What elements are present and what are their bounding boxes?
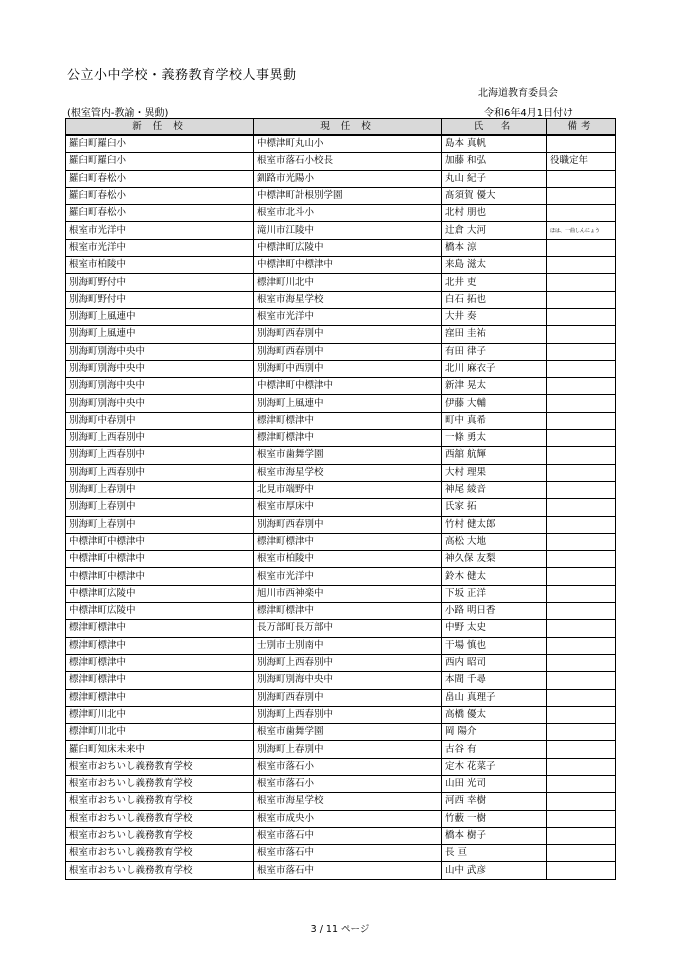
remarks-cell (547, 810, 616, 827)
personnel-table (65, 118, 616, 880)
table-row (66, 343, 616, 360)
remarks-cell (547, 205, 616, 222)
new-school-cell: 根室市光洋中 (66, 239, 254, 256)
new-school-cell: 中標津町中標津中 (66, 568, 254, 585)
name-cell: 竹藪 一樹 (442, 810, 547, 827)
table-row (66, 153, 616, 170)
new-school-cell: 別海町上春別中 (66, 516, 254, 533)
current-school-cell: 別海町上西春別中 (254, 654, 442, 671)
table-row (66, 516, 616, 533)
new-school-cell: 根室市おちいし義務教育学校 (66, 775, 254, 792)
name-cell: 古谷 有 (442, 741, 547, 758)
new-school-cell: 別海町中春別中 (66, 412, 254, 429)
table-row (66, 672, 616, 689)
new-school-cell: 別海町別海中央中 (66, 360, 254, 377)
new-school-cell: 別海町上西春別中 (66, 430, 254, 447)
remarks-cell (547, 516, 616, 533)
current-school-cell: 滝川市江陵中 (254, 222, 442, 239)
table-row (66, 845, 616, 862)
current-school-cell: 根室市北斗小 (254, 205, 442, 222)
name-cell: 北村 朋也 (442, 205, 547, 222)
table-row (66, 135, 616, 153)
name-cell: 河西 幸樹 (442, 793, 547, 810)
new-school-cell: 別海町上西春別中 (66, 464, 254, 481)
column-header-new-school: 新 任 校 (66, 119, 254, 136)
remarks-cell (547, 551, 616, 568)
table-row (66, 239, 616, 256)
new-school-cell: 標津町標津中 (66, 689, 254, 706)
remarks-cell (547, 603, 616, 620)
table-row (66, 724, 616, 741)
current-school-cell: 根室市光洋中 (254, 308, 442, 325)
new-school-cell: 中標津町中標津中 (66, 533, 254, 550)
remarks-cell (547, 585, 616, 602)
table-row (66, 585, 616, 602)
remarks-cell: ほは、一曲しんにょう (547, 222, 616, 239)
new-school-cell: 羅臼町知床未来中 (66, 741, 254, 758)
page-title: 公立小中学校・義務教育学校人事異動 (67, 68, 297, 83)
name-cell: 西内 昭司 (442, 654, 547, 671)
current-school-cell: 別海町上春別中 (254, 741, 442, 758)
name-cell: 山中 武彦 (442, 862, 547, 879)
table-row (66, 603, 616, 620)
remarks-cell (547, 533, 616, 550)
table-row (66, 222, 616, 239)
remarks-cell: 役職定年 (547, 153, 616, 170)
name-cell: 長 亘 (442, 845, 547, 862)
current-school-cell: 別海町西春別中 (254, 343, 442, 360)
remarks-cell (547, 274, 616, 291)
table-row (66, 291, 616, 308)
current-school-cell: 根室市成央小 (254, 810, 442, 827)
table-row (66, 706, 616, 723)
new-school-cell: 羅臼町羅臼小 (66, 153, 254, 170)
current-school-cell: 別海町上西春別中 (254, 706, 442, 723)
remarks-cell (547, 499, 616, 516)
table-body (66, 135, 616, 879)
current-school-cell: 別海町西春別中 (254, 516, 442, 533)
remarks-cell (547, 724, 616, 741)
name-cell: 新津 晃太 (442, 378, 547, 395)
remarks-cell (547, 620, 616, 637)
current-school-cell: 根室市落石中 (254, 862, 442, 879)
table-row (66, 464, 616, 481)
new-school-cell: 別海町上西春別中 (66, 447, 254, 464)
remarks-cell (547, 706, 616, 723)
remarks-cell (547, 637, 616, 654)
table-row (66, 551, 616, 568)
new-school-cell: 羅臼町羅臼小 (66, 135, 254, 153)
remarks-cell (547, 360, 616, 377)
remarks-cell (547, 672, 616, 689)
current-school-cell: 標津町標津中 (254, 430, 442, 447)
table-row (66, 326, 616, 343)
name-cell: 氏家 拓 (442, 499, 547, 516)
new-school-cell: 根室市おちいし義務教育学校 (66, 810, 254, 827)
issuer: 北海道教育委員会 (478, 88, 558, 99)
remarks-cell (547, 775, 616, 792)
table-row (66, 775, 616, 792)
new-school-cell: 別海町上春別中 (66, 481, 254, 498)
name-cell: 窪田 圭祐 (442, 326, 547, 343)
name-cell: 伊藤 大輔 (442, 395, 547, 412)
new-school-cell: 標津町川北中 (66, 724, 254, 741)
scope-label: (根室管内-教諭・異動) (67, 108, 169, 119)
new-school-cell: 標津町標津中 (66, 637, 254, 654)
name-cell: 橋本 涼 (442, 239, 547, 256)
effective-date: 令和6年4月1日付け (484, 108, 574, 119)
name-cell: 本間 千尋 (442, 672, 547, 689)
current-school-cell: 根室市光洋中 (254, 568, 442, 585)
current-school-cell: 中標津町中標津中 (254, 378, 442, 395)
table-row (66, 499, 616, 516)
name-cell: 中野 太史 (442, 620, 547, 637)
remarks-cell (547, 464, 616, 481)
name-cell: 大村 理果 (442, 464, 547, 481)
name-cell: 加藤 和弘 (442, 153, 547, 170)
current-school-cell: 別海町西春別中 (254, 689, 442, 706)
new-school-cell: 標津町川北中 (66, 706, 254, 723)
name-cell: 小路 明日香 (442, 603, 547, 620)
current-school-cell: 標津町標津中 (254, 603, 442, 620)
remarks-cell (547, 793, 616, 810)
new-school-cell: 根室市おちいし義務教育学校 (66, 862, 254, 879)
table-row (66, 741, 616, 758)
new-school-cell: 標津町標津中 (66, 620, 254, 637)
name-cell: 神尾 綾音 (442, 481, 547, 498)
remarks-cell (547, 326, 616, 343)
name-cell: 辻倉 大河 (442, 222, 547, 239)
new-school-cell: 別海町野付中 (66, 291, 254, 308)
name-cell: 竹村 健太郎 (442, 516, 547, 533)
new-school-cell: 中標津町広陵中 (66, 603, 254, 620)
remarks-cell (547, 447, 616, 464)
remarks-cell (547, 430, 616, 447)
remarks-cell (547, 827, 616, 844)
name-cell: 町中 真希 (442, 412, 547, 429)
column-header-current-school: 現 任 校 (254, 119, 442, 136)
new-school-cell: 別海町別海中央中 (66, 395, 254, 412)
table-row (66, 689, 616, 706)
new-school-cell: 別海町野付中 (66, 274, 254, 291)
current-school-cell: 根室市海星学校 (254, 291, 442, 308)
page-number: 3 / 11 ページ (310, 924, 370, 935)
remarks-cell (547, 239, 616, 256)
name-cell: 橋本 樹子 (442, 827, 547, 844)
table-row (66, 447, 616, 464)
current-school-cell: 別海町西春別中 (254, 326, 442, 343)
name-cell: 畠山 真理子 (442, 689, 547, 706)
name-cell: 島本 真帆 (442, 135, 547, 153)
new-school-cell: 別海町上風連中 (66, 326, 254, 343)
current-school-cell: 中標津町中標津中 (254, 257, 442, 274)
new-school-cell: 標津町標津中 (66, 672, 254, 689)
new-school-cell: 中標津町中標津中 (66, 551, 254, 568)
column-header-remarks: 備考 (547, 119, 616, 136)
table-row (66, 360, 616, 377)
new-school-cell: 根室市柏陵中 (66, 257, 254, 274)
remarks-cell (547, 689, 616, 706)
name-cell: 丸山 紀子 (442, 170, 547, 187)
current-school-cell: 長万部町長万部中 (254, 620, 442, 637)
table-row (66, 481, 616, 498)
table-header-row (66, 119, 616, 136)
name-cell: 白石 拓也 (442, 291, 547, 308)
new-school-cell: 中標津町広陵中 (66, 585, 254, 602)
new-school-cell: 羅臼町春松小 (66, 205, 254, 222)
table-row (66, 378, 616, 395)
name-cell: 高松 大地 (442, 533, 547, 550)
table-row (66, 170, 616, 187)
remarks-cell (547, 170, 616, 187)
current-school-cell: 別海町別海中央中 (254, 672, 442, 689)
name-cell: 大井 奏 (442, 308, 547, 325)
current-school-cell: 別海町中西別中 (254, 360, 442, 377)
current-school-cell: 旭川市西神楽中 (254, 585, 442, 602)
table-row (66, 257, 616, 274)
table-row (66, 827, 616, 844)
new-school-cell: 羅臼町春松小 (66, 170, 254, 187)
current-school-cell: 別海町上風連中 (254, 395, 442, 412)
name-cell: 一條 勇太 (442, 430, 547, 447)
name-cell: 北井 吏 (442, 274, 547, 291)
current-school-cell: 根室市落石中 (254, 845, 442, 862)
current-school-cell: 根室市柏陵中 (254, 551, 442, 568)
remarks-cell (547, 741, 616, 758)
new-school-cell: 羅臼町春松小 (66, 187, 254, 204)
remarks-cell (547, 568, 616, 585)
current-school-cell: 根室市歯舞学園 (254, 447, 442, 464)
current-school-cell: 根室市海星学校 (254, 464, 442, 481)
name-cell: 定木 花菜子 (442, 758, 547, 775)
table-row (66, 187, 616, 204)
current-school-cell: 中標津町広陵中 (254, 239, 442, 256)
table-row (66, 308, 616, 325)
table-row (66, 274, 616, 291)
remarks-cell (547, 395, 616, 412)
table-row (66, 533, 616, 550)
current-school-cell: 根室市落石小 (254, 758, 442, 775)
name-cell: 神久保 友梨 (442, 551, 547, 568)
table-row (66, 568, 616, 585)
current-school-cell: 根室市落石中 (254, 827, 442, 844)
remarks-cell (547, 845, 616, 862)
current-school-cell: 根室市落石小校長 (254, 153, 442, 170)
new-school-cell: 別海町別海中央中 (66, 378, 254, 395)
new-school-cell: 根室市おちいし義務教育学校 (66, 793, 254, 810)
new-school-cell: 標津町標津中 (66, 654, 254, 671)
table-row (66, 205, 616, 222)
name-cell: 来島 滋太 (442, 257, 547, 274)
new-school-cell: 別海町上風連中 (66, 308, 254, 325)
remarks-cell (547, 135, 616, 153)
table-row (66, 637, 616, 654)
current-school-cell: 根室市厚床中 (254, 499, 442, 516)
name-cell: 下坂 正洋 (442, 585, 547, 602)
remarks-cell (547, 412, 616, 429)
name-cell: 北川 麻衣子 (442, 360, 547, 377)
name-cell: 西舘 航輝 (442, 447, 547, 464)
table-row (66, 620, 616, 637)
remarks-cell (547, 343, 616, 360)
table-row (66, 810, 616, 827)
new-school-cell: 根室市おちいし義務教育学校 (66, 845, 254, 862)
new-school-cell: 別海町別海中央中 (66, 343, 254, 360)
current-school-cell: 標津町標津中 (254, 533, 442, 550)
name-cell: 干場 慎也 (442, 637, 547, 654)
new-school-cell: 根室市おちいし義務教育学校 (66, 758, 254, 775)
current-school-cell: 根室市落石小 (254, 775, 442, 792)
current-school-cell: 標津町標津中 (254, 412, 442, 429)
new-school-cell: 根室市おちいし義務教育学校 (66, 827, 254, 844)
remarks-cell (547, 862, 616, 879)
current-school-cell: 釧路市光陽小 (254, 170, 442, 187)
new-school-cell: 根室市光洋中 (66, 222, 254, 239)
remarks-cell (547, 291, 616, 308)
table-row (66, 758, 616, 775)
table-row (66, 793, 616, 810)
new-school-cell: 別海町上春別中 (66, 499, 254, 516)
current-school-cell: 根室市歯舞学園 (254, 724, 442, 741)
name-cell: 山田 光司 (442, 775, 547, 792)
remarks-cell (547, 654, 616, 671)
name-cell: 岡 陽介 (442, 724, 547, 741)
current-school-cell: 中標津町丸山小 (254, 135, 442, 153)
remarks-cell (547, 187, 616, 204)
name-cell: 高橋 優太 (442, 706, 547, 723)
name-cell: 髙須賀 優大 (442, 187, 547, 204)
name-cell: 鈴木 健太 (442, 568, 547, 585)
remarks-cell (547, 257, 616, 274)
remarks-cell (547, 758, 616, 775)
current-school-cell: 根室市海星学校 (254, 793, 442, 810)
current-school-cell: 中標津町計根別学園 (254, 187, 442, 204)
table-row (66, 862, 616, 879)
table-row (66, 654, 616, 671)
remarks-cell (547, 481, 616, 498)
name-cell: 有田 律子 (442, 343, 547, 360)
remarks-cell (547, 308, 616, 325)
column-header-name: 氏 名 (442, 119, 547, 136)
current-school-cell: 標津町川北中 (254, 274, 442, 291)
remarks-cell (547, 378, 616, 395)
table-row (66, 412, 616, 429)
current-school-cell: 北見市端野中 (254, 481, 442, 498)
table-row (66, 430, 616, 447)
table-row (66, 395, 616, 412)
current-school-cell: 士別市士別南中 (254, 637, 442, 654)
